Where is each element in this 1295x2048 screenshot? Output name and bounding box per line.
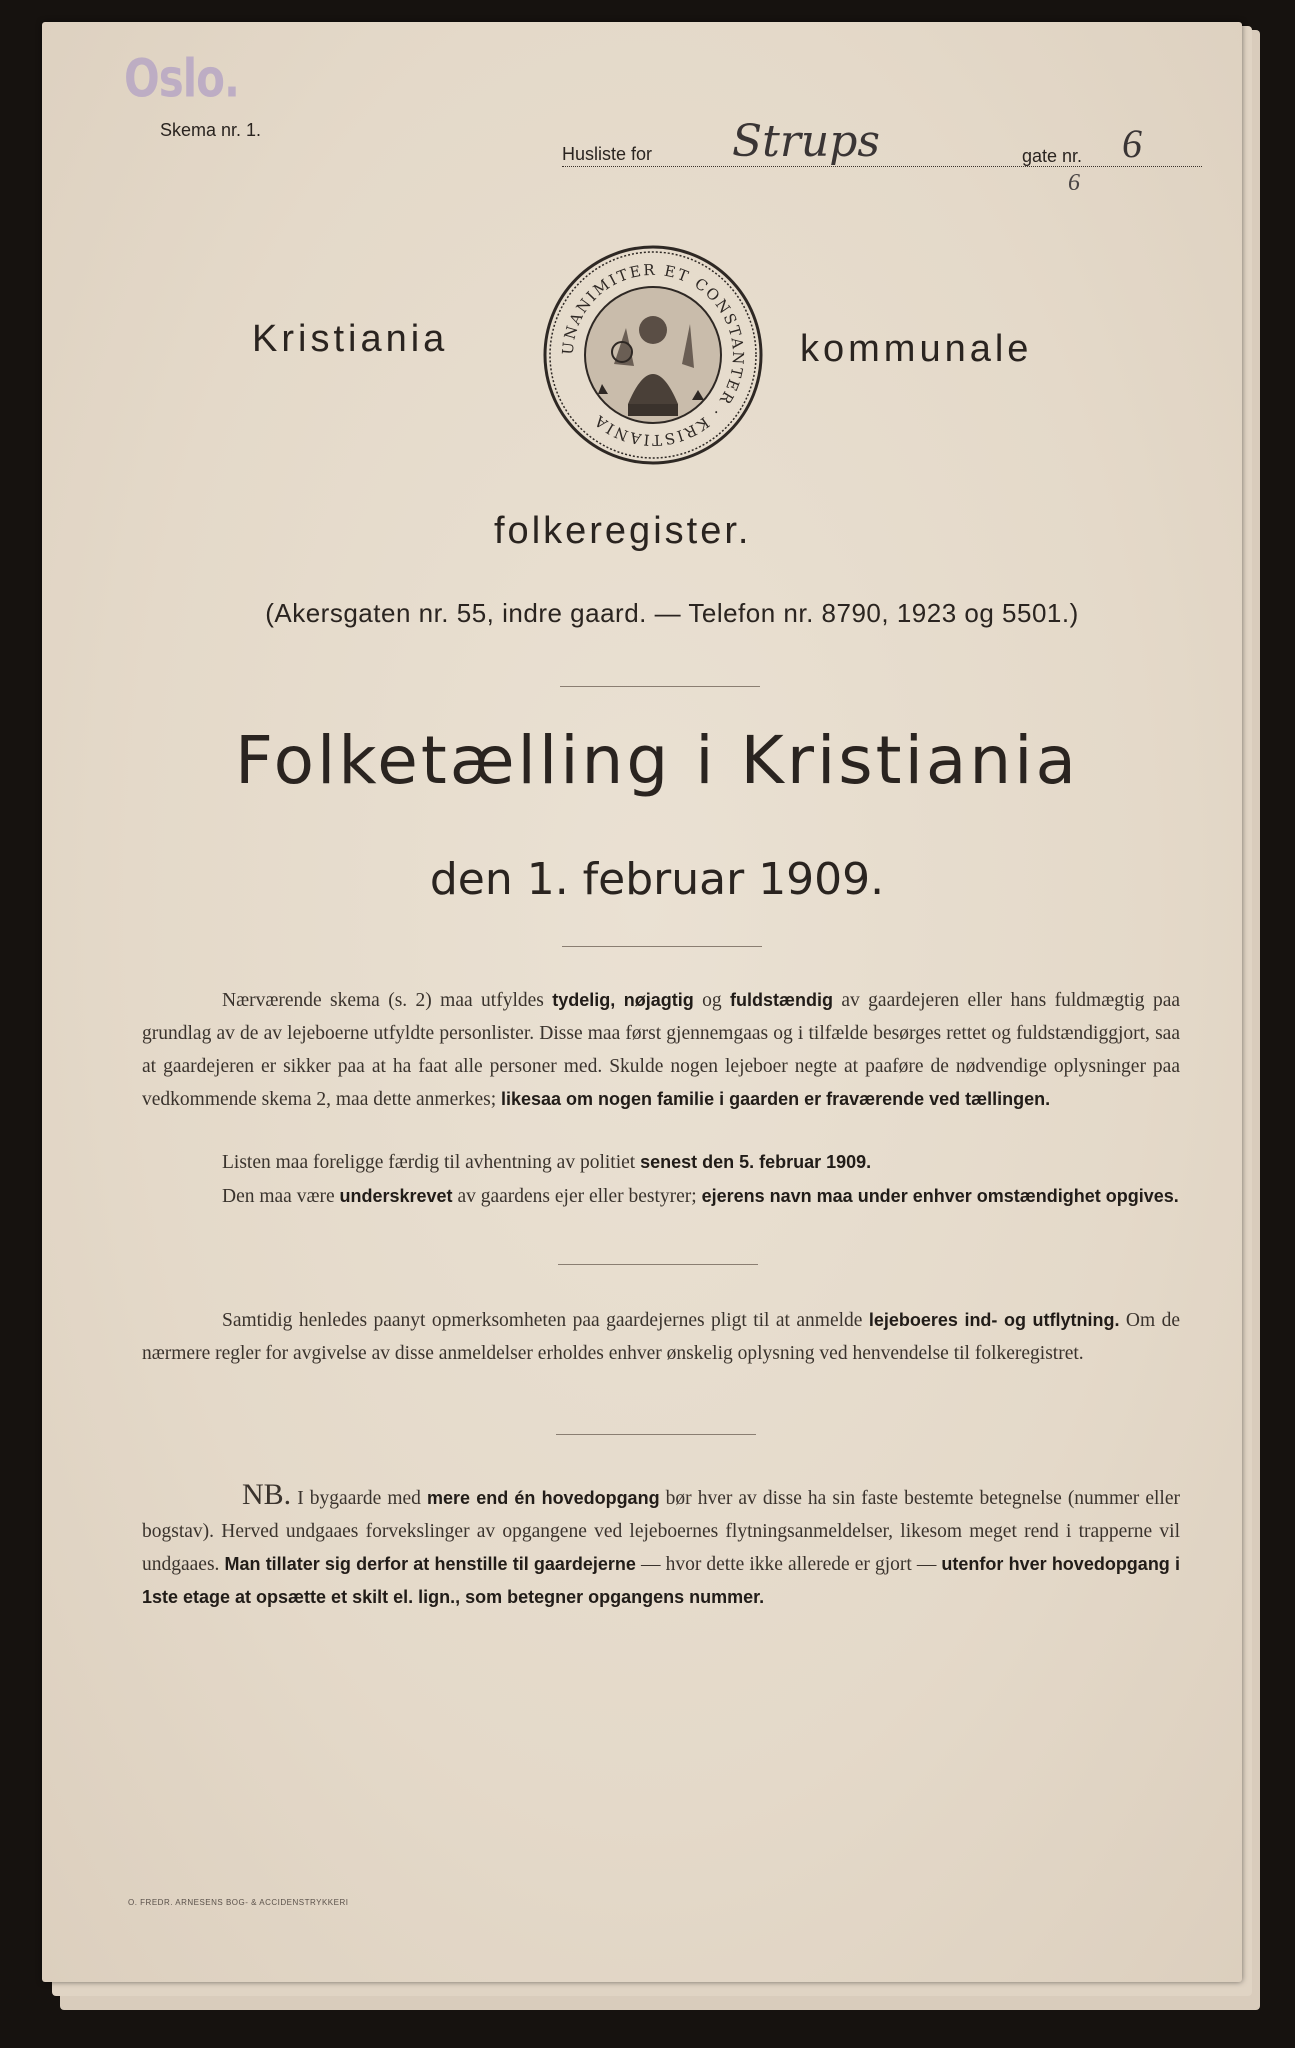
office-name: folkeregister. [494,510,752,552]
husliste-line [562,116,1202,167]
oslo-stamp: Oslo. [124,47,239,110]
instruction-paragraph-1: Nærværende skema (s. 2) maa utfyldes tydelig, nøjagtig og fuldstændig av gaardejeren eller hans fuldmægtig paa grundlag av de av lejeboerne utfyldte personlister. Disse maa først gjennemgaas og i tilfælde besørges rettet og fuldstændiggjort, saa at gaardejeren er sikker paa at ha faat alle personer med. Skulde nogen lejeboer negte at paaføre de nødvendige oplysninger paa vedkommende skema 2, maa dette anmerkes; likesaa om nogen familie i gaarden er fraværende ved tællingen. [142,990,1181,1110]
instruction-paragraph-4: Samtidig henledes paanyt opmerksomheten paa gaardejernes pligt til at anmelde lejeboeres ind- og utflytning. Om de nærmere regler for avgivelse av disse anmeldelser erholdes enhver ønskelig oplysning ved henvendelse til folkeregistret. [142,1310,1180,1364]
divider [556,1434,756,1435]
page-subtitle: den 1. februar 1909. [429,854,885,905]
census-form-page [42,22,1242,1982]
divider [558,1264,758,1265]
gate-label: gate nr. [1022,146,1083,166]
nb-label: NB. [242,1478,292,1511]
divider [560,686,760,687]
gate-number-annotation: 6 [1068,170,1080,196]
printer-imprint: O. FREDR. ARNESENS BOG- & ACCIDENSTRYKKERI [128,1898,349,1907]
office-address: (Akersgaten nr. 55, indre gaard. — Telefon nr. 8790, 1923 og 5501.) [265,598,1079,628]
masthead-left: Kristiania [252,318,449,360]
gate-number-handwritten: 6 [1122,121,1142,166]
svg-text:UNANIMITER ET CONSTANTER · KRI: UNANIMITER ET CONSTANTER · KRISTIANIA [558,260,748,450]
masthead-right: kommunale [800,328,1033,370]
instruction-paragraph-2: Listen maa foreligge færdig til avhentning av politiet senest den 5. februar 1909. [222,1152,872,1173]
street-name-handwritten: Strups [732,116,880,167]
kristiania-seal-icon [542,244,764,466]
divider [562,946,762,947]
husliste-label: Husliste for [562,144,653,164]
nb-paragraph: NB. I bygaarde med mere end én hovedopgang bør hver av disse ha sin faste bestemte betegnelse (nummer eller bogstav). Herved undgaaes forvekslinger av opgangene ved lejeboernes flytningsanmeldelser, likesom meget rend i trapperne vil undgaaes. Man tillater sig derfor at henstille til gaardejerne — hvor dette ikke allerede er gjort — utenfor hver hovedopgang i 1ste etage at opsætte et skilt el. lign., som betegner opgangens nummer. [142,1478,1180,1607]
instruction-paragraph-3: Den maa være underskrevet av gaardens ejer eller bestyrer; ejerens navn maa under enhver omstændighet opgives. [222,1186,1179,1207]
page-title: Folketælling i Kristiania [235,722,1079,799]
schema-number: Skema nr. 1. [160,120,262,140]
